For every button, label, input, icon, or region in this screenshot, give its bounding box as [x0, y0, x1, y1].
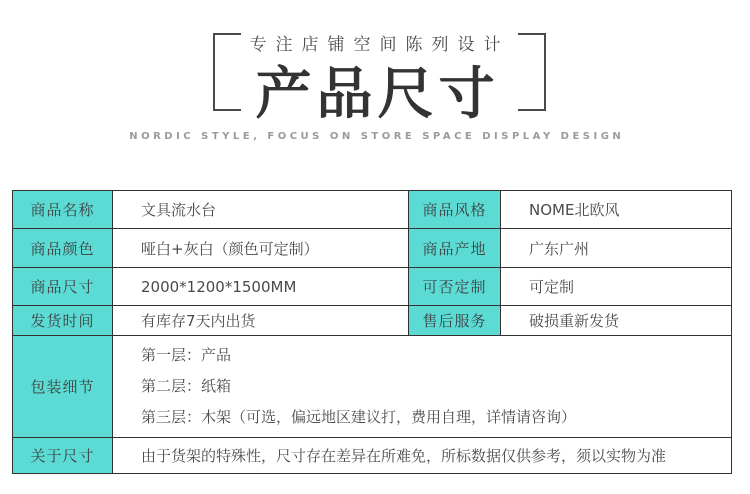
spec-label-customizable: 可否定制 [409, 268, 501, 306]
spec-label-product-name: 商品名称 [13, 191, 113, 229]
packaging-layer-2: 第二层：纸箱 [141, 377, 232, 395]
spec-label-size-note: 关于尺寸 [13, 438, 113, 474]
spec-value-product-size: 2000*1200*1500MM [113, 268, 409, 306]
table-row [13, 268, 732, 306]
table-row-packaging [13, 336, 732, 438]
spec-value-customizable: 可定制 [501, 268, 732, 306]
spec-value-size-note: 由于货架的特殊性，尺寸存在差异在所难免，所标数据仅供参考，须以实物为准 [113, 438, 732, 474]
tagline-english: NORDIC STYLE, FOCUS ON STORE SPACE DISPLAY DESIGN [129, 131, 625, 142]
table-row [13, 229, 732, 268]
table-row [13, 191, 732, 229]
spec-value-after-sales: 破损重新发货 [501, 306, 732, 336]
table-row [13, 306, 732, 336]
spec-label-after-sales: 售后服务 [409, 306, 501, 336]
spec-label-product-size: 商品尺寸 [13, 268, 113, 306]
spec-value-shipping-time: 有库存7天内出货 [113, 306, 409, 336]
spec-value-product-origin: 广东广州 [501, 229, 732, 268]
spec-value-product-name: 文具流水台 [113, 191, 409, 229]
packaging-layer-3: 第三层：木架（可选，偏远地区建议打，费用自理，详情请咨询） [141, 408, 577, 426]
product-spec-table [12, 190, 732, 474]
spec-value-product-color: 哑白+灰白（颜色可定制） [113, 229, 409, 268]
spec-label-shipping-time: 发货时间 [13, 306, 113, 336]
spec-label-packaging: 包装细节 [13, 336, 113, 438]
spec-value-product-style: NOME北欧风 [501, 191, 732, 229]
spec-label-product-origin: 商品产地 [409, 229, 501, 268]
spec-value-packaging [113, 336, 732, 438]
page-title: 产品尺寸 [255, 62, 500, 127]
tagline-chinese: 专注店铺空间陈列设计 [249, 35, 510, 55]
spec-label-product-color: 商品颜色 [13, 229, 113, 268]
spec-label-product-style: 商品风格 [409, 191, 501, 229]
header-banner [0, 0, 750, 170]
packaging-layer-1: 第一层：产品 [141, 346, 232, 364]
table-row-size-note [13, 438, 732, 474]
